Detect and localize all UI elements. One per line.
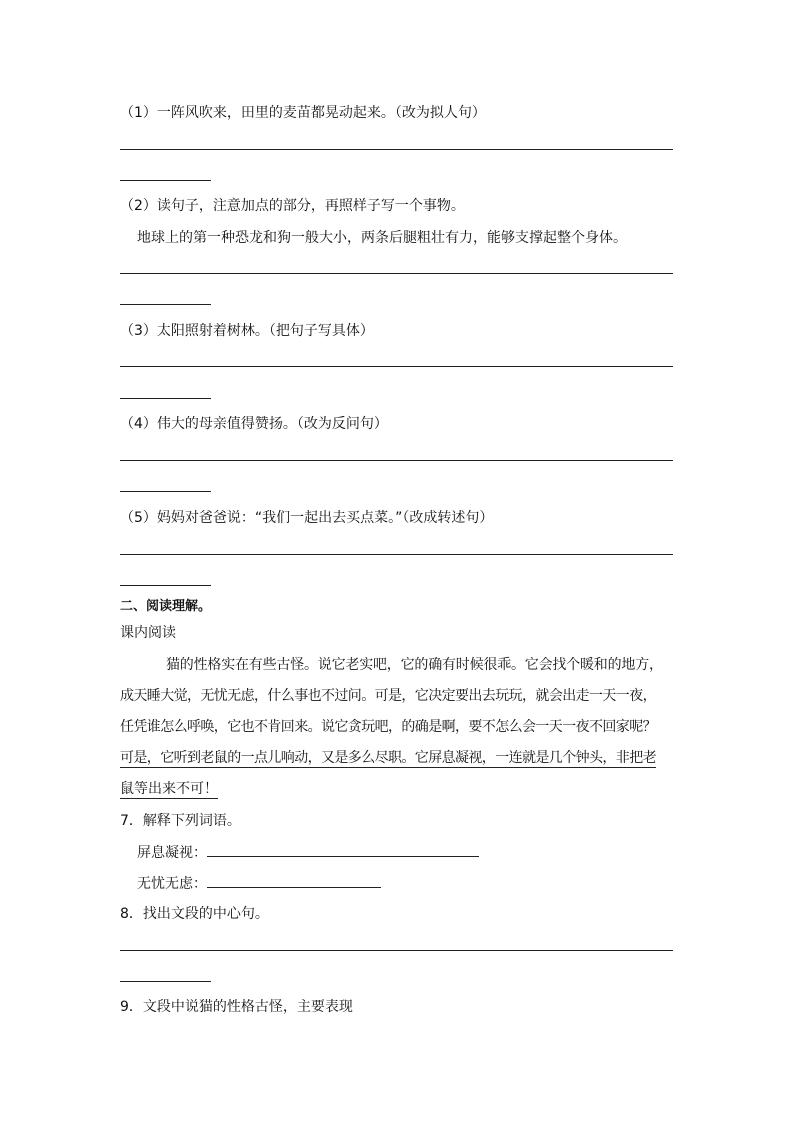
question-3: （3）太阳照射着树林。（把句子写具体） (120, 323, 374, 339)
question-7: 7．解释下列词语。 (120, 813, 241, 829)
question-7-term-1 (137, 842, 479, 863)
answer-line-4-continuation[interactable] (120, 491, 211, 492)
passage-line-1: 猫的性格实在有些古怪。说它老实吧，它的确有时候很乖。它会找个暖和的地方， (166, 657, 663, 673)
answer-line-3-continuation[interactable] (120, 398, 211, 399)
question-7-term-2 (137, 873, 381, 894)
answer-line-5[interactable] (120, 554, 673, 555)
answer-line-8[interactable] (120, 950, 673, 951)
question-2: （2）读句子，注意加点的部分，再照样子写一个事物。 (120, 198, 465, 214)
passage-line-4 (120, 748, 673, 768)
question-2-example: 地球上的第一种恐龙和狗一般大小，两条后腿粗壮有力，能够支撑起整个身体。 (137, 230, 627, 246)
passage-line-5-text: 鼠等出来不可！ (120, 781, 218, 797)
passage-line-3: 任凭谁怎么呼唤，它也不肯回来。说它贪玩吧，的确是啊，要不怎么会一天一夜不回家呢？ (120, 719, 656, 735)
answer-line-5-continuation[interactable] (120, 585, 211, 586)
section-title: 二、阅读理解。 (120, 599, 212, 614)
answer-line-4[interactable] (120, 460, 673, 461)
term-2-answer-line[interactable] (207, 873, 381, 888)
term-2-label: 无忧无虑： (137, 876, 207, 892)
question-9: 9．文段中说猫的性格古怪，主要表现 (120, 999, 353, 1015)
term-1-label: 屏息凝视： (137, 845, 207, 861)
question-8: 8．找出文段的中心句。 (120, 906, 269, 922)
answer-line-8-continuation[interactable] (120, 981, 211, 982)
section-subtitle: 课内阅读 (120, 625, 176, 641)
answer-line-2-continuation[interactable] (120, 304, 211, 305)
question-4: （4）伟大的母亲值得赞扬。（改为反问句） (120, 416, 388, 432)
question-5: （5）妈妈对爸爸说：“我们一起出去买点菜。”（改成转述句） (120, 510, 494, 526)
term-1-answer-line[interactable] (207, 842, 479, 857)
answer-line-3[interactable] (120, 366, 673, 367)
answer-line-2[interactable] (120, 273, 673, 274)
question-1: （1）一阵风吹来，田里的麦苗都晃动起来。（改为拟人句） (120, 105, 486, 121)
passage-line-5 (120, 779, 673, 799)
answer-line-1[interactable] (120, 149, 673, 150)
answer-line-1-continuation[interactable] (120, 180, 211, 181)
passage-line-4-text: 可是，它听到老鼠的一点儿响动，又是多么尽职。它屏息凝视，一连就是几个钟头，非把老 (120, 750, 656, 766)
passage-line-2: 成天睡大觉，无忧无虑，什么事也不过问。可是，它决定要出去玩玩，就会出走一天一夜， (120, 688, 656, 704)
